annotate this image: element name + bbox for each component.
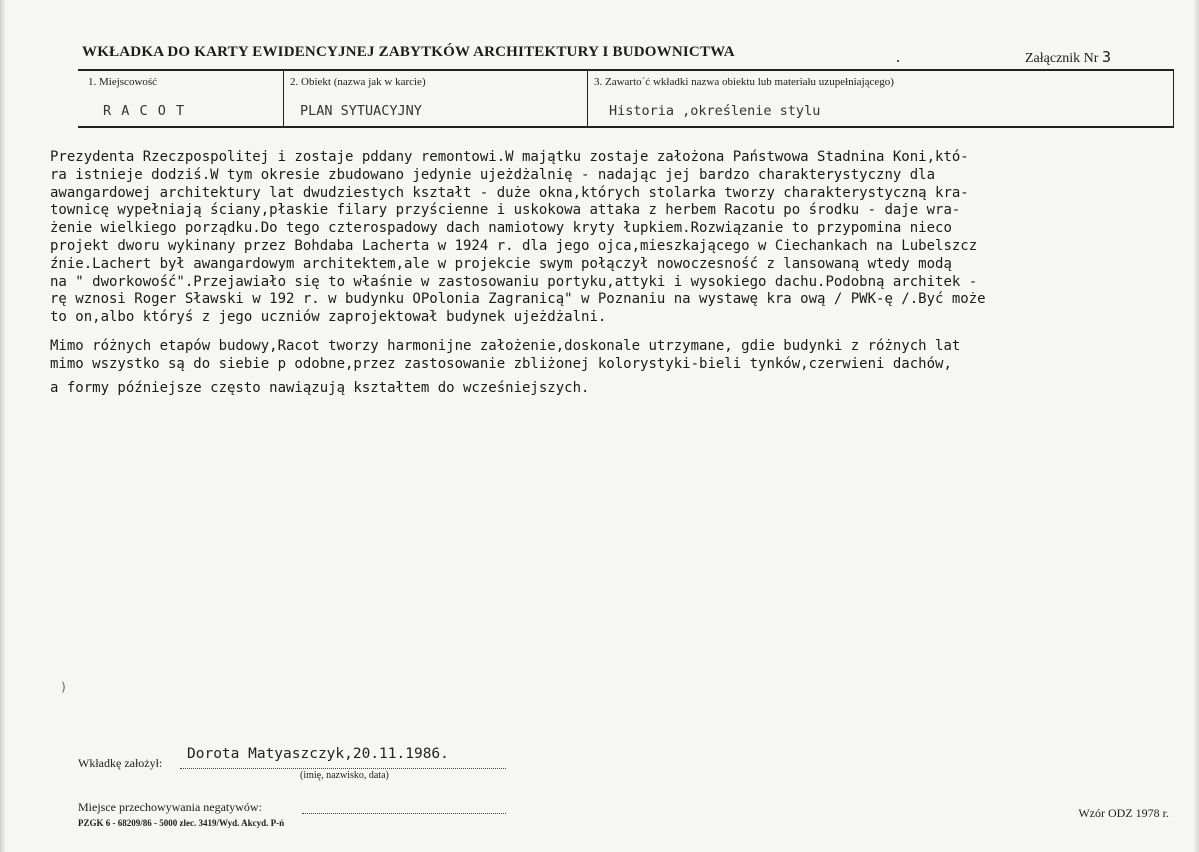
attachment-label: Załącznik Nr — [1025, 51, 1099, 66]
author-label: Wkładkę założył: — [78, 756, 163, 770]
body-line: Mimo różnych etapów budowy,Racot tworzy harmonijne założenie,doskonale utrzymane, gdie budynki z różnych lat — [50, 338, 961, 354]
author-caption: (imię, nazwisko, data) — [300, 770, 389, 781]
body-line: żenie wielkiego porządku.Do tego czterospadowy dach namiotowy kryty łupkiem.Rozwiązanie to przypomina nieco — [50, 220, 952, 237]
contents-label: 3. Zawarto´ć wkładki nazwa obiektu lub materiału uzupełniającego) — [594, 76, 894, 88]
column-divider-1 — [283, 70, 284, 127]
attachment-number-value: 3 — [1101, 48, 1111, 66]
body-line: awangardowej architektury lat dwudziestych kształt - duże okna,których stolarka tworzy charakterystyczną kra- — [50, 184, 969, 201]
body-paragraph-2 — [50, 338, 960, 397]
body-line: projekt dworu wykinany przez Bohdaba Lacherta w 1924 r. dla jego ojca,mieszkającego w Ciechankach na Lubelszcz — [50, 237, 978, 254]
stray-dot — [897, 60, 899, 62]
contents-value: Historia ,określenie stylu — [609, 103, 821, 119]
locality-label: 1. Miejscowość — [88, 76, 158, 88]
body-line: Prezydenta Rzeczpospolitej i zostaje pddany remontowi.W majątku zostaje założona Państwowa Stadnina Koni,któ- — [50, 149, 969, 165]
scan-edge-right — [1193, 0, 1199, 852]
header-rule-bottom — [78, 126, 1174, 128]
author-value: Dorota Matyaszczyk,20.11.1986. — [187, 746, 449, 762]
print-info: PZGK 6 - 68209/86 - 5000 zlec. 3419/Wyd. Akcyd. P-ń — [78, 818, 285, 828]
object-label: 2. Obiekt (nazwa jak w karcie) — [290, 76, 426, 88]
negatives-label: Miejsce przechowywania negatywów: — [78, 800, 262, 814]
body-line: na " dworkowość".Przejawiało się to właśnie w zastosowaniu portyku,attyki i wysokiego dachu.Podobną architek - — [50, 273, 978, 290]
negatives-dotted-line — [302, 813, 506, 814]
form-model: Wzór ODZ 1978 r. — [1078, 806, 1169, 820]
body-line: źnie.Lachert był awangardowym architektem,ale w projekcie swym połączył nowoczesność z lansowaną wtedy modą — [50, 255, 952, 272]
object-value: PLAN SYTUACYJNY — [300, 103, 422, 119]
body-line: rę wznosi Roger Sławski w 192 r. w budynku OPolonia Zagranicą" w Poznaniu na wystawę kra ową / PWK-ę /.Być może — [50, 291, 986, 308]
body-line: a formy późniejsze często nawiązują kształtem do wcześniejszych. — [50, 379, 590, 396]
attachment-number — [1025, 48, 1111, 67]
locality-value: R A C O T — [103, 103, 186, 119]
header-rule-top — [78, 69, 1174, 71]
author-dotted-line — [180, 768, 506, 769]
stray-mark: ) — [60, 680, 68, 694]
body-paragraph-1 — [50, 149, 986, 327]
column-divider-2 — [587, 70, 588, 127]
scan-edge-left — [0, 0, 6, 852]
body-line: mimo wszystko są do siebie p odobne,przez zastosowanie zbliżonej kolorystyki-bieli tynków,czerwieni dachów, — [50, 355, 952, 372]
body-line: townicę wypełniają ściany,płaskie filary przyścienne i uskokowa attaka z herbem Racotu po środku - daje wra- — [50, 202, 961, 219]
column-divider-3 — [1173, 70, 1174, 127]
body-line: ra istnieje dodziś.W tym okresie zbudowano jedynie ujeżdżalnię - nadając jej bardzo charakterystyczny dla — [50, 166, 936, 183]
form-title: WKŁADKA DO KARTY EWIDENCYJNEJ ZABYTKÓW ARCHITEKTURY I BUDOWNICTWA — [82, 44, 735, 60]
body-line: to on,albo któryś z jego uczniów zaprojektował budynek ujeżdżalni. — [50, 309, 607, 326]
